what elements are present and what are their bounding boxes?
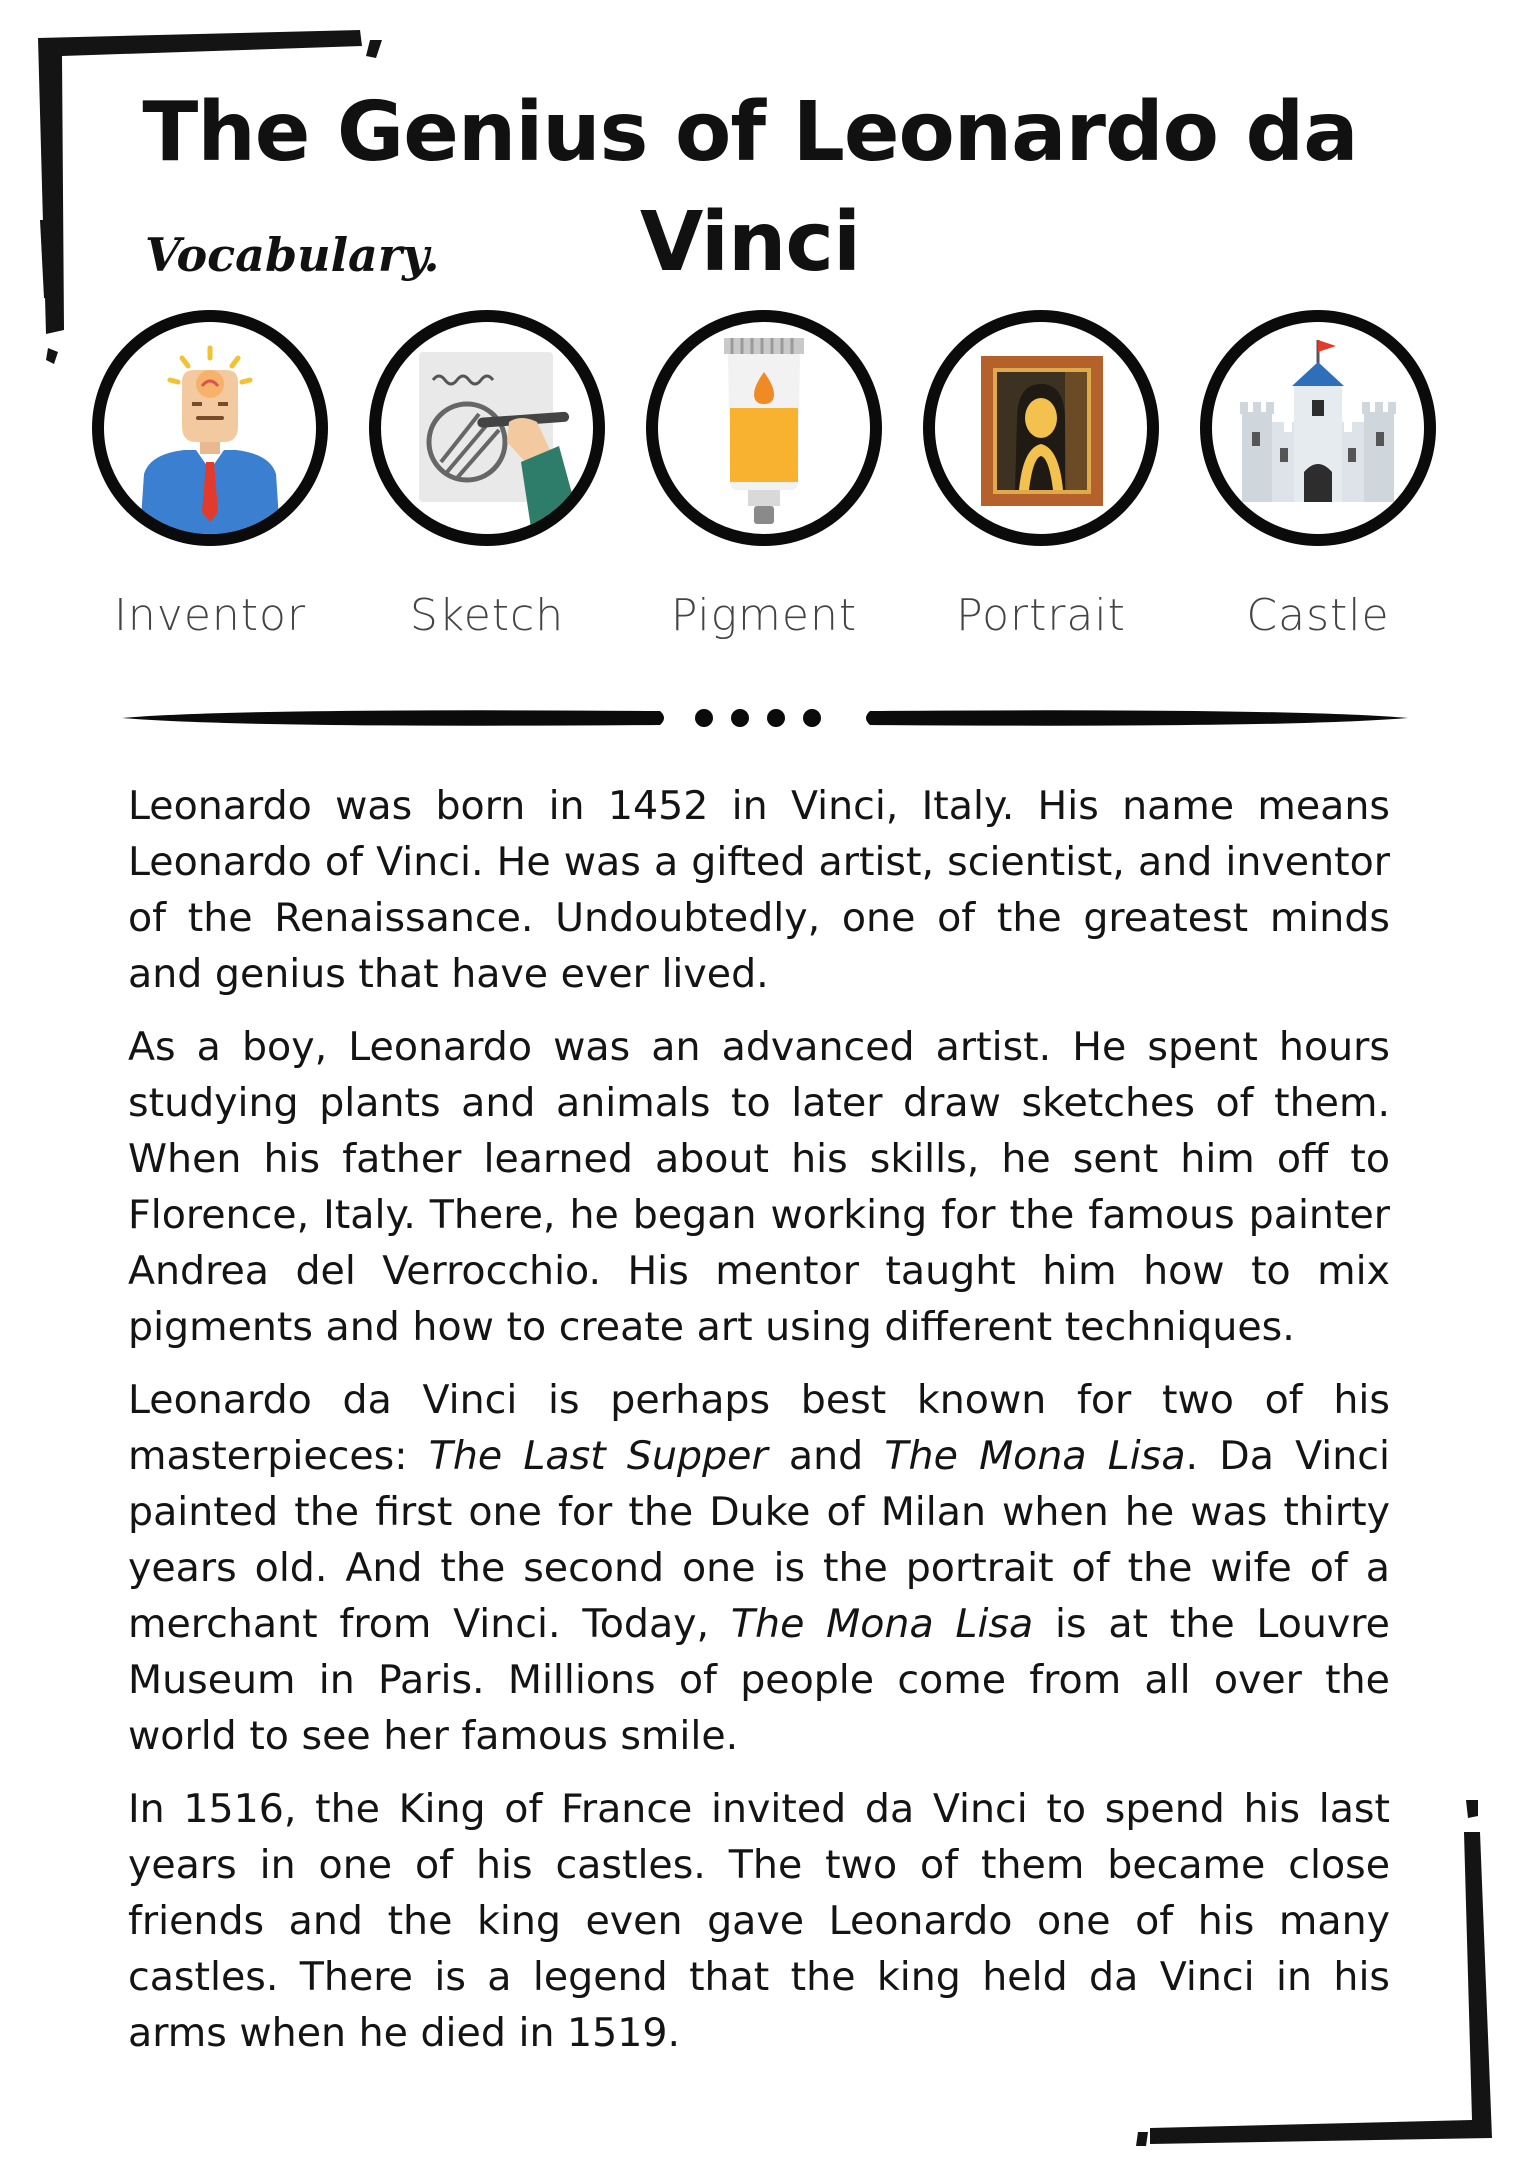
inventor-icon [104,322,316,534]
paragraph-3-text: and [767,1433,885,1479]
vocab-label: Inventor [113,590,307,641]
vocab-circle [92,310,328,546]
paragraph-2: As a boy, Leonardo was an advanced artist. He spent hours studying plants and animals to later draw sketches of them. When his father learned about his skills, he sent him off to Florence, Italy. There, he began working for the famous painter Andrea del Verrocchio. His mentor taught him how to mix pigments and how to create art using different techniques. [128,1024,1390,1350]
ornamental-divider [120,700,1410,736]
paragraph-3 [128,1372,1390,1764]
paragraph-3-text: . Da Vinci painted the first one for the Duke of Milan when he was thirty years old. And the second one is the portrait of the wife of a merchant from Vinci. Today, [128,1433,1390,1647]
vocab-item-castle [1198,310,1438,644]
portrait-icon [935,322,1147,534]
artwork-title: The Mona Lisa [884,1433,1186,1479]
reading-passage [128,778,1390,2078]
paragraph-4: In 1516, the King of France invited da Vinci to spend his last years in one of his castles. The two of them became close friends and the king even gave Leonardo one of his many castles. There is a legend that the king held da Vinci in his arms when he died in 1519. [128,1786,1390,2056]
artwork-title: The Last Supper [428,1433,768,1479]
vocab-label: Sketch [409,590,565,641]
paragraph-1: Leonardo was born in 1452 in Vinci, Italy. His name means Leonardo of Vinci. He was a gifted artist, scientist, and inventor of the Renaissance. Undoubtedly, one of the greatest minds and genius that have ever lived. [128,783,1390,997]
vocab-circle [923,310,1159,546]
sketch-icon [381,322,593,534]
page-title: The Genius of Leonardo da Vinci [142,85,1358,290]
paragraph-3-text: Leonardo da Vinci is perhaps best known for two of his masterpieces: [128,1377,1390,1479]
pigment-tube-icon [658,322,870,534]
vocab-circle [369,310,605,546]
vocab-item-sketch [367,310,607,644]
vocab-item-pigment [644,310,884,644]
artwork-title: The Mona Lisa [730,1601,1034,1647]
vocab-item-portrait [921,310,1161,644]
vocab-circle [1200,310,1436,546]
vocab-label: Castle [1246,590,1390,641]
vocab-circle [646,310,882,546]
castle-icon [1212,322,1424,534]
vocabulary-heading: Vocabulary. [145,228,440,282]
vocab-label: Portrait [956,590,1126,641]
vocab-label: Pigment [670,590,858,641]
vocab-item-inventor [90,310,330,644]
paragraph-3-text: is at the Louvre Museum in Paris. Millions of people come from all over the world to see her famous smile. [128,1601,1390,1759]
